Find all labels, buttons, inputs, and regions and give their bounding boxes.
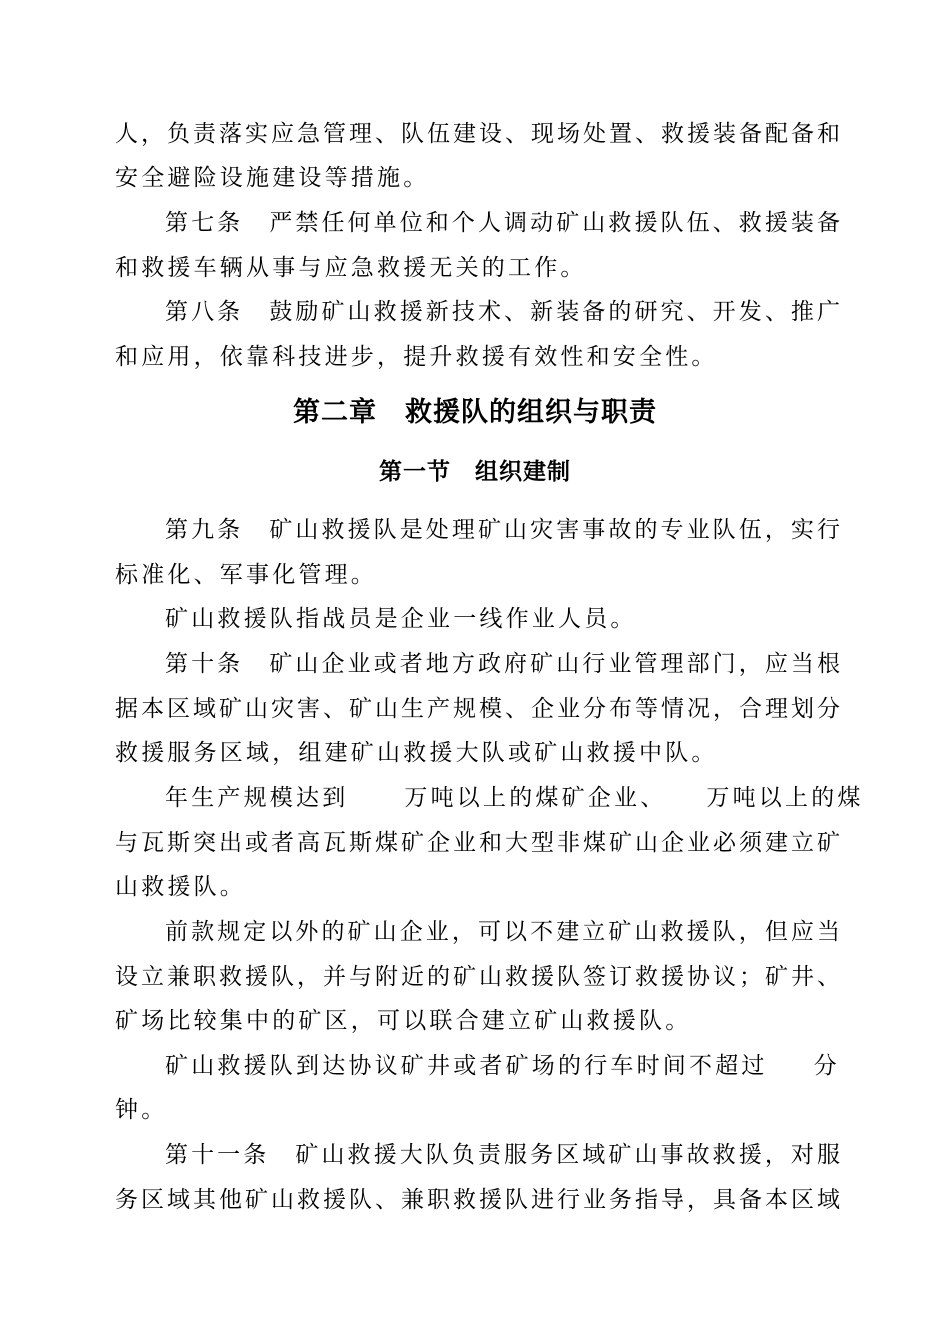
article-10-line: 山救援队。 [115,874,246,900]
text-fragment: 万吨以上的煤矿企业、 [404,785,667,811]
article-10-line: 钟。 [115,1097,168,1123]
chapter-title: 第二章 救援队的组织与职责 [293,397,657,428]
article-10-line: 前款规定以外的矿山企业，可以不建立矿山救援队，但应当 [165,919,840,945]
article-10-scale-line [165,781,864,815]
article-7-line: 第七条 严禁任何单位和个人调动矿山救援队伍、救援装备 [165,210,840,236]
article-9-line: 标准化、军事化管理。 [115,562,377,588]
article-7-line: 和救援车辆从事与应急救援无关的工作。 [115,255,587,281]
text-fragment: 分 [813,1053,840,1079]
article-8-line: 第八条 鼓励矿山救援新技术、新装备的研究、开发、推广 [165,299,840,325]
text-fragment: 矿山救援队到达协议矿井或者矿场的行车时间不超过 [165,1053,768,1079]
article-10-line: 救援服务区域，组建矿山救援大队或矿山救援中队。 [115,740,718,766]
paragraph-line: 安全避险设施建设等措施。 [115,165,430,191]
text-fragment: 年生产规模达到 [165,785,349,811]
article-10-time-line [165,1049,840,1083]
section-title: 第一节 组织建制 [379,459,571,485]
article-10-line: 矿场比较集中的矿区，可以联合建立矿山救援队。 [115,1008,692,1034]
article-10-line: 第十条 矿山企业或者地方政府矿山行业管理部门，应当根 [165,651,840,677]
article-10-line: 设立兼职救援队，并与附近的矿山救援队签订救援协议；矿井、 [115,964,840,990]
article-10-line: 据本区域矿山灾害、矿山生产规模、企业分布等情况，合理划分 [115,696,840,722]
article-11-line: 务区域其他矿山救援队、兼职救援队进行业务指导，具备本区域 [115,1187,840,1213]
text-fragment: 万吨以上的煤 [706,785,864,811]
article-9-paragraph: 矿山救援队指战员是企业一线作业人员。 [165,606,637,632]
article-8-line: 和应用，依靠科技进步，提升救援有效性和安全性。 [115,344,718,370]
article-9-line: 第九条 矿山救援队是处理矿山灾害事故的专业队伍，实行 [165,517,840,543]
article-11-line: 第十一条 矿山救援大队负责服务区域矿山事故救援，对服 [165,1142,840,1168]
article-10-line: 与瓦斯突出或者高瓦斯煤矿企业和大型非煤矿山企业必须建立矿 [115,830,840,856]
paragraph-line: 人，负责落实应急管理、队伍建设、现场处置、救援装备配备和 [115,121,840,147]
